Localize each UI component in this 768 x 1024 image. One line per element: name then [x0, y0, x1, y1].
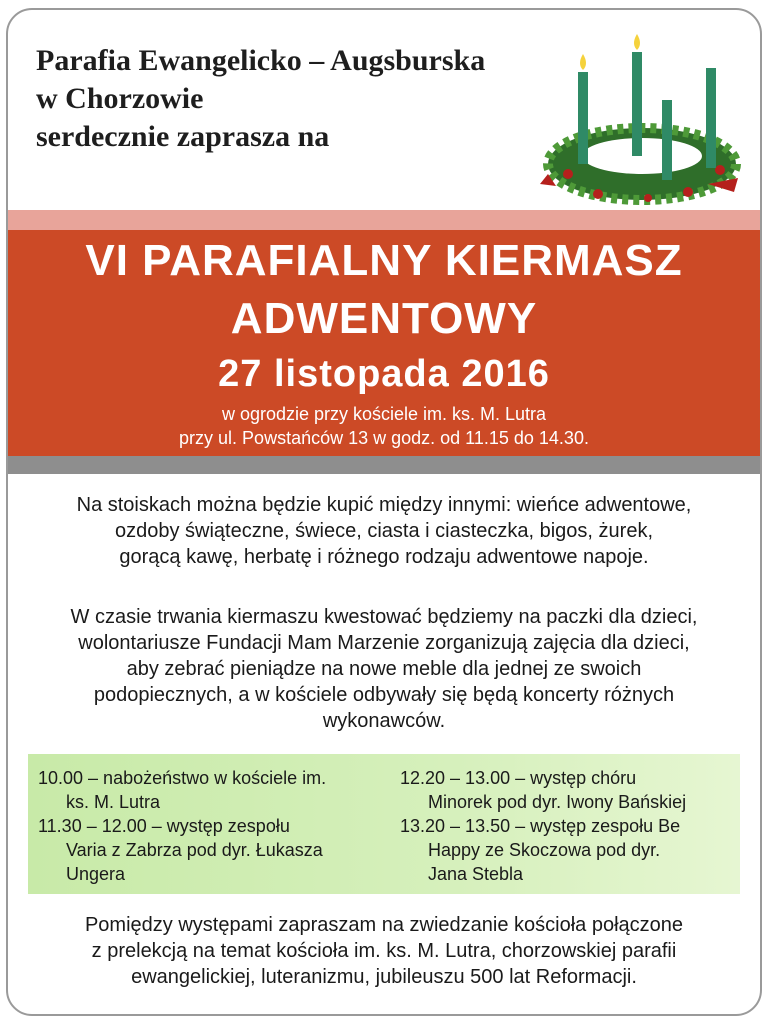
invitation-line: serdecznie zaprasza na [36, 120, 330, 153]
schedule-item-time: 13.20 – 13.50 – występ zespołu Be [400, 816, 681, 836]
charity-paragraph [8, 604, 760, 734]
header [36, 42, 485, 156]
poster [6, 8, 762, 1016]
schedule-item [38, 766, 388, 814]
schedule-column-left [38, 766, 388, 886]
text-line: W czasie trwania kiermaszu kwestować będziemy na paczki dla dzieci, [70, 606, 698, 628]
event-banner [8, 230, 760, 458]
pink-strip [8, 210, 760, 230]
schedule-column-right [400, 766, 735, 886]
event-date: 27 listopada 2016 [218, 353, 550, 395]
schedule-item-text: ks. M. Lutra [66, 792, 161, 812]
schedule-item-text: Minorek pod dyr. Iwony Bańskiej [428, 792, 687, 812]
gray-strip [8, 456, 760, 474]
text-line: z prelekcją na temat kościoła im. ks. M. Lutra, chorzowskiej parafii [91, 940, 677, 962]
text-line: wykonawców. [322, 710, 446, 732]
text-line: ozdoby świąteczne, świece, ciasta i ciasteczka, bigos, żurek, [114, 520, 654, 542]
text-line: Na stoiskach można będzie kupić między innymi: wieńce adwentowe, [76, 494, 692, 516]
event-location [8, 402, 760, 450]
schedule-item-text: Happy ze Skoczowa pod dyr. [428, 840, 661, 860]
location-line: przy ul. Powstańców 13 w godz. od 11.15 do 14.30. [179, 428, 589, 448]
schedule-item-text: Varia z Zabrza pod dyr. Łukasza [66, 840, 323, 860]
text-line: podopiecznych, a w kościele odbywały się będą koncerty różnych [93, 684, 675, 706]
event-title-line2: ADWENTOWY [230, 294, 538, 343]
schedule-item [38, 814, 388, 886]
text-line: aby zebrać pieniądze na nowe meble dla jednej ze swoich [126, 658, 642, 680]
schedule-item-text: Jana Stebla [428, 864, 524, 884]
location-line: w ogrodzie przy kościele im. ks. M. Lutra [221, 404, 547, 424]
event-title-line1: VI PARAFIALNY KIERMASZ [85, 236, 683, 285]
text-line: ewangelickiej, luteranizmu, jubileuszu 500 lat Reformacji. [131, 966, 637, 988]
schedule-item-time: 10.00 – nabożeństwo w kościele im. [38, 768, 327, 788]
parish-name: Parafia Ewangelicko – Augsburska [36, 44, 486, 77]
text-line: gorącą kawę, herbatę i różnego rodzaju adwentowe napoje. [119, 546, 649, 568]
schedule-item-time: 11.30 – 12.00 – występ zespołu [38, 816, 290, 836]
text-line: Pomiędzy występami zapraszam na zwiedzanie kościoła połączone [84, 914, 684, 936]
offer-paragraph [8, 492, 760, 570]
parish-city: w Chorzowie [36, 82, 204, 115]
schedule-item-text: Ungera [66, 864, 126, 884]
schedule-item-time: 12.20 – 13.00 – występ chóru [400, 768, 637, 788]
text-line: wolontariusze Fundacji Mam Marzenie zorganizują zajęcia dla dzieci, [78, 632, 690, 654]
schedule-item [400, 814, 735, 886]
schedule-box [28, 754, 740, 894]
advent-wreath-icon [538, 24, 750, 208]
schedule-item [400, 766, 735, 814]
closing-paragraph [8, 912, 760, 990]
